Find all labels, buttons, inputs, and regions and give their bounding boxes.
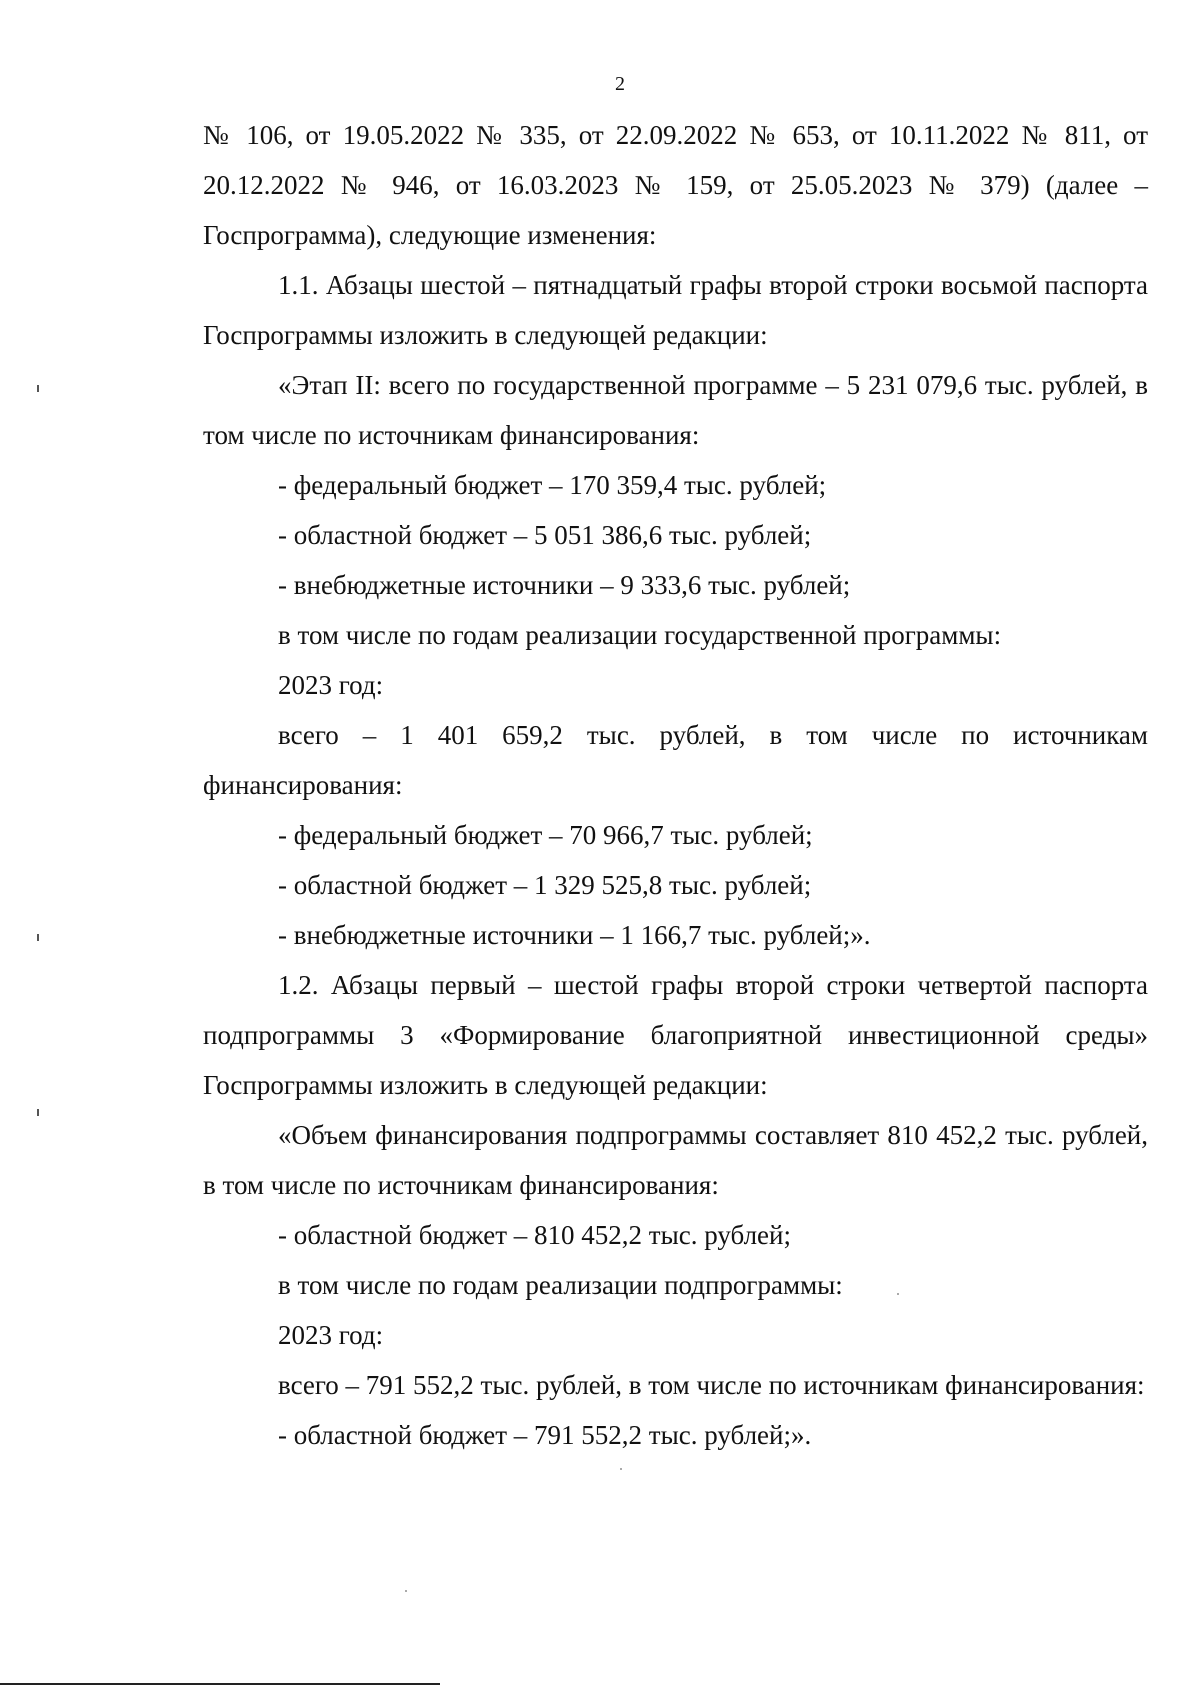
paragraph-subprogram-2023-total: всего – 791 552,2 тыс. рублей, в том числе по источникам финансирования: [278, 1370, 1145, 1400]
paragraph-stage-2-total: «Этап II: всего по государственной программе – 5 231 079,6 тыс. рублей, в том числе по источникам финансирования: [203, 370, 1148, 450]
paragraph-by-years: в том числе по годам реализации государственной программы: [278, 620, 1002, 650]
footer-rule [0, 1683, 440, 1685]
paragraph-2023-federal: - федеральный бюджет – 70 966,7 тыс. рублей; [278, 820, 813, 850]
paragraph-item-1-2: 1.2. Абзацы первый – шестой графы второй строки четвертой паспорта подпрограммы 3 «Формирование благоприятной инвестиционной среды» Госпрограммы изложить в следующей редакции: [203, 970, 1148, 1100]
paragraph-federal-budget: - федеральный бюджет – 170 359,4 тыс. рублей; [278, 470, 827, 500]
paragraph-year-2023: 2023 год: [278, 670, 384, 700]
document-body [203, 110, 1148, 1460]
paragraph-subprogram-by-years: в том числе по годам реализации подпрограммы: [278, 1270, 843, 1300]
scan-mark [37, 1109, 39, 1116]
scan-dot [620, 1468, 622, 1470]
paragraph-item-1-1: 1.1. Абзацы шестой – пятнадцатый графы второй строки восьмой паспорта Госпрограммы изложить в следующей редакции: [203, 270, 1148, 350]
scan-dot [405, 1590, 407, 1592]
paragraph-regional-budget: - областной бюджет – 5 051 386,6 тыс. рублей; [278, 520, 812, 550]
paragraph-subprogram-volume: «Объем финансирования подпрограммы составляет 810 452,2 тыс. рублей, в том числе по источникам финансирования: [203, 1120, 1148, 1200]
paragraph-2023-extrabudgetary: - внебюджетные источники – 1 166,7 тыс. рублей;». [278, 920, 871, 950]
paragraph-subprogram-2023-regional: - областной бюджет – 791 552,2 тыс. рублей;». [278, 1420, 812, 1450]
page-number: 2 [615, 73, 625, 95]
paragraph-amendment-references: № 106, от 19.05.2022 № 335, от 22.09.2022 № 653, от 10.11.2022 № 811, от 20.12.2022 № 946, от 16.03.2023 № 159, от 25.05.2023 № 379) (далее – Госпрограмма), следующие изменения: [203, 120, 1148, 250]
paragraph-2023-total: всего – 1 401 659,2 тыс. рублей, в том числе по источникам финансирования: [203, 720, 1148, 800]
scan-dot [897, 1293, 899, 1295]
paragraph-subprogram-year-2023: 2023 год: [278, 1320, 384, 1350]
paragraph-subprogram-regional: - областной бюджет – 810 452,2 тыс. рублей; [278, 1220, 791, 1250]
scan-mark [37, 934, 39, 941]
paragraph-extrabudgetary: - внебюджетные источники – 9 333,6 тыс. рублей; [278, 570, 851, 600]
scan-mark [37, 385, 39, 392]
paragraph-2023-regional: - областной бюджет – 1 329 525,8 тыс. рублей; [278, 870, 812, 900]
